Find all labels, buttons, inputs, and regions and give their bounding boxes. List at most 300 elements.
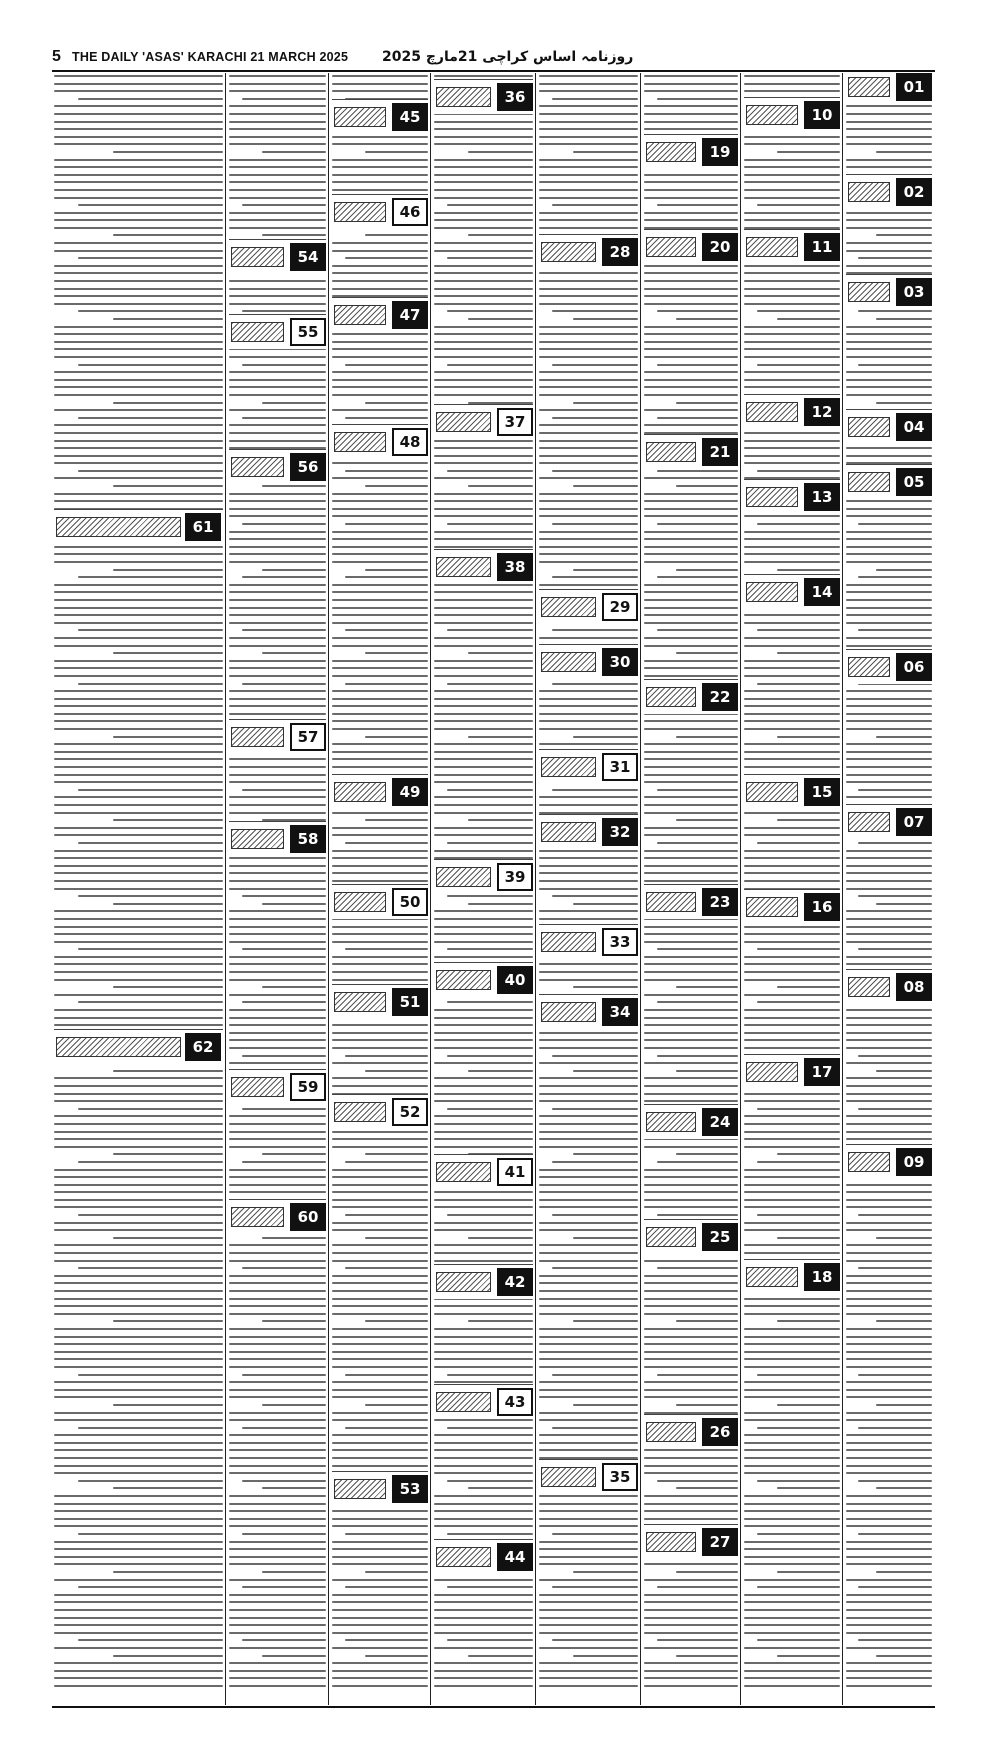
text-line: [657, 98, 738, 100]
text-line: [757, 1533, 840, 1535]
text-line: [744, 926, 840, 928]
text-line: [744, 1412, 840, 1414]
text-line: [644, 971, 738, 973]
text-line: [332, 872, 428, 874]
text-line: [332, 1275, 428, 1277]
story-headline-block: [436, 412, 491, 432]
text-line: [54, 812, 223, 814]
text-line: [644, 394, 738, 396]
text-line: [846, 113, 932, 115]
story-number-badge: 28: [602, 238, 638, 266]
text-line: [54, 1434, 223, 1436]
text-line: [858, 1214, 933, 1216]
text-line: [846, 1624, 932, 1626]
story-separator: [744, 97, 840, 98]
text-line: [229, 865, 326, 867]
text-line: [552, 98, 638, 100]
text-line: [54, 189, 223, 191]
text-line: [332, 500, 428, 502]
text-line: [447, 1586, 533, 1588]
text-line: [54, 713, 223, 715]
text-line: [876, 1070, 933, 1072]
text-line: [54, 1199, 223, 1201]
story-headline-block: [746, 1267, 798, 1287]
text-line: [434, 1442, 533, 1444]
story-headline-block: [746, 487, 798, 507]
text-line: [447, 948, 533, 950]
text-line: [54, 105, 223, 107]
text-line: [345, 1639, 428, 1641]
text-line: [229, 812, 326, 814]
text-line: [744, 197, 840, 199]
text-line: [846, 1457, 932, 1459]
text-line: [858, 789, 933, 791]
text-line: [744, 933, 840, 935]
text-line: [846, 956, 932, 958]
text-line: [744, 432, 840, 434]
news-column: [844, 73, 934, 1705]
text-line: [644, 751, 738, 753]
text-line: [777, 1404, 840, 1406]
text-line: [332, 1434, 428, 1436]
text-line: [876, 402, 933, 404]
text-line: [332, 136, 428, 138]
text-line: [858, 1533, 933, 1535]
text-line: [744, 956, 840, 958]
text-line: [846, 1396, 932, 1398]
story-number-badge: 13: [804, 483, 840, 511]
text-line: [434, 1062, 533, 1064]
text-line: [744, 690, 840, 692]
text-line: [262, 485, 326, 487]
text-line: [345, 1214, 428, 1216]
text-line: [539, 1176, 638, 1178]
text-line: [229, 645, 326, 647]
text-line: [54, 1472, 223, 1474]
text-line: [54, 1244, 223, 1246]
text-line: [434, 1343, 533, 1345]
text-line: [744, 1541, 840, 1543]
text-line: [644, 1518, 738, 1520]
text-line: [365, 234, 428, 236]
text-line: [434, 326, 533, 328]
text-line: [644, 1503, 738, 1505]
columns-area: [52, 73, 935, 1705]
text-line: [846, 1009, 932, 1011]
text-line: [447, 629, 533, 631]
text-line: [229, 1343, 326, 1345]
text-line: [539, 121, 638, 123]
text-line: [54, 796, 223, 798]
story-headline-block: [334, 782, 386, 802]
text-line: [434, 500, 533, 502]
text-line: [644, 796, 738, 798]
text-line: [846, 1032, 932, 1034]
story-headline-block: [231, 1207, 284, 1227]
text-line: [846, 159, 932, 161]
story-number-badge: 25: [702, 1223, 738, 1251]
story-separator: [846, 804, 932, 805]
text-line: [54, 1412, 223, 1414]
text-line: [846, 645, 932, 647]
text-line: [552, 470, 638, 472]
text-line: [744, 1093, 840, 1095]
text-line: [644, 493, 738, 495]
text-line: [539, 356, 638, 358]
text-line: [54, 918, 223, 920]
text-line: [858, 1267, 933, 1269]
text-line: [78, 948, 223, 950]
text-line: [332, 371, 428, 373]
text-line: [846, 1670, 932, 1672]
text-line: [54, 774, 223, 776]
text-line: [552, 1639, 638, 1641]
text-line: [54, 865, 223, 867]
text-line: [229, 1495, 326, 1497]
text-line: [539, 386, 638, 388]
story-separator: [744, 889, 840, 890]
text-line: [552, 1374, 638, 1376]
text-line: [434, 1222, 533, 1224]
text-line: [113, 1404, 223, 1406]
text-line: [744, 1617, 840, 1619]
text-line: [434, 758, 533, 760]
text-line: [644, 850, 738, 852]
text-line: [229, 1609, 326, 1611]
text-line: [539, 447, 638, 449]
text-line: [229, 181, 326, 183]
text-line: [846, 500, 932, 502]
text-line: [744, 675, 840, 677]
text-line: [242, 576, 326, 578]
text-line: [229, 1510, 326, 1512]
text-line: [332, 174, 428, 176]
story-headline-block: [848, 1152, 890, 1172]
story-number-badge: 12: [804, 398, 840, 426]
text-line: [332, 1146, 428, 1148]
text-line: [229, 1123, 326, 1125]
text-line: [229, 796, 326, 798]
text-line: [846, 1290, 932, 1292]
text-line: [539, 333, 638, 335]
text-line: [539, 857, 638, 859]
text-line: [54, 1594, 223, 1596]
text-line: [332, 941, 428, 943]
text-line: [345, 683, 428, 685]
text-line: [54, 1206, 223, 1208]
text-line: [644, 500, 738, 502]
text-line: [539, 341, 638, 343]
text-line: [552, 1214, 638, 1216]
text-line: [846, 1389, 932, 1391]
story-number-badge: 23: [702, 888, 738, 916]
text-line: [332, 409, 428, 411]
text-line: [332, 850, 428, 852]
text-line: [744, 333, 840, 335]
text-line: [229, 857, 326, 859]
text-line: [846, 386, 932, 388]
text-line: [744, 728, 840, 730]
text-line: [552, 1533, 638, 1535]
text-line: [54, 265, 223, 267]
text-line: [229, 1009, 326, 1011]
text-line: [539, 1419, 638, 1421]
text-line: [434, 181, 533, 183]
text-line: [846, 1358, 932, 1360]
text-line: [242, 98, 326, 100]
text-line: [644, 128, 738, 130]
text-line: [876, 1571, 933, 1573]
story-separator: [539, 1459, 638, 1460]
story-number-badge: 32: [602, 818, 638, 846]
text-line: [54, 371, 223, 373]
text-line: [539, 1601, 638, 1603]
text-line: [846, 1305, 932, 1307]
text-line: [332, 1351, 428, 1353]
text-line: [757, 948, 840, 950]
text-line: [657, 1639, 738, 1641]
text-line: [744, 1313, 840, 1315]
text-line: [644, 1024, 738, 1026]
text-line: [229, 1062, 326, 1064]
story-headline-block: [334, 202, 386, 222]
story-number-badge: 46: [392, 198, 428, 226]
text-line: [54, 645, 223, 647]
text-line: [744, 1632, 840, 1634]
text-line: [644, 1017, 738, 1019]
text-line: [229, 1525, 326, 1527]
text-line: [846, 963, 932, 965]
text-line: [744, 531, 840, 533]
text-line: [644, 591, 738, 593]
text-line: [777, 986, 840, 988]
text-line: [846, 637, 932, 639]
text-line: [539, 1343, 638, 1345]
text-line: [644, 1358, 738, 1360]
text-line: [846, 348, 932, 350]
text-line: [858, 629, 933, 631]
text-line: [858, 310, 933, 312]
text-line: [434, 675, 533, 677]
text-line: [434, 546, 533, 548]
text-line: [434, 333, 533, 335]
text-line: [434, 607, 533, 609]
text-line: [332, 1685, 428, 1687]
text-line: [744, 1184, 840, 1186]
text-line: [365, 1237, 428, 1239]
text-line: [332, 1624, 428, 1626]
text-line: [539, 872, 638, 874]
story-number-badge: 31: [602, 753, 638, 781]
text-line: [644, 75, 738, 77]
text-line: [539, 143, 638, 145]
text-line: [242, 523, 326, 525]
text-line: [744, 758, 840, 760]
text-line: [332, 1548, 428, 1550]
text-line: [876, 151, 933, 153]
text-line: [777, 1571, 840, 1573]
text-line: [434, 538, 533, 540]
text-line: [539, 1290, 638, 1292]
text-line: [54, 956, 223, 958]
text-line: [54, 720, 223, 722]
text-line: [552, 310, 638, 312]
text-line: [552, 683, 638, 685]
text-line: [113, 151, 223, 153]
text-line: [846, 1024, 932, 1026]
text-line: [229, 83, 326, 85]
text-line: [846, 743, 932, 745]
text-line: [229, 1662, 326, 1664]
text-line: [229, 1632, 326, 1634]
text-line: [539, 1252, 638, 1254]
text-line: [332, 288, 428, 290]
text-line: [846, 1191, 932, 1193]
text-line: [434, 1313, 533, 1315]
text-line: [539, 1351, 638, 1353]
text-line: [539, 219, 638, 221]
text-line: [242, 204, 326, 206]
text-line: [644, 675, 738, 677]
text-line: [54, 113, 223, 115]
news-column: [642, 73, 740, 1705]
text-line: [468, 1320, 533, 1322]
text-line: [365, 1153, 428, 1155]
text-line: [644, 645, 738, 647]
text-line: [846, 356, 932, 358]
text-line: [54, 1503, 223, 1505]
text-line: [54, 1343, 223, 1345]
text-line: [644, 1495, 738, 1497]
text-line: [242, 1055, 326, 1057]
text-line: [332, 827, 428, 829]
text-line: [113, 986, 223, 988]
text-line: [644, 409, 738, 411]
text-line: [539, 971, 638, 973]
text-line: [229, 1047, 326, 1049]
text-line: [54, 1077, 223, 1079]
text-line: [434, 584, 533, 586]
text-line: [846, 121, 932, 123]
text-line: [54, 1548, 223, 1550]
text-line: [54, 1525, 223, 1527]
text-line: [676, 986, 738, 988]
text-line: [846, 1039, 932, 1041]
text-line: [229, 1465, 326, 1467]
text-line: [54, 880, 223, 882]
text-line: [657, 948, 738, 950]
story-number-badge: 44: [497, 1543, 533, 1571]
text-line: [54, 607, 223, 609]
text-line: [539, 865, 638, 867]
text-line: [539, 1442, 638, 1444]
story-number-badge: 02: [896, 178, 932, 206]
text-line: [447, 364, 533, 366]
story-number-badge: 50: [392, 888, 428, 916]
text-line: [434, 1032, 533, 1034]
text-line: [846, 1525, 932, 1527]
text-line: [434, 1351, 533, 1353]
text-line: [434, 197, 533, 199]
text-line: [846, 1199, 932, 1201]
text-line: [332, 75, 428, 77]
text-line: [657, 576, 738, 578]
text-line: [434, 295, 533, 297]
story-separator: [744, 774, 840, 775]
text-line: [846, 128, 932, 130]
text-line: [434, 159, 533, 161]
text-line: [539, 1336, 638, 1338]
text-line: [539, 713, 638, 715]
text-line: [876, 234, 933, 236]
text-line: [846, 1419, 932, 1421]
story-headline-block: [231, 247, 284, 267]
text-line: [113, 318, 223, 320]
text-line: [744, 1169, 840, 1171]
text-line: [229, 880, 326, 882]
text-line: [229, 75, 326, 77]
text-line: [539, 1579, 638, 1581]
text-line: [744, 143, 840, 145]
text-line: [744, 743, 840, 745]
text-line: [229, 1017, 326, 1019]
text-line: [332, 242, 428, 244]
text-line: [332, 166, 428, 168]
text-line: [229, 705, 326, 707]
text-line: [365, 819, 428, 821]
text-line: [113, 903, 223, 905]
text-line: [332, 743, 428, 745]
text-line: [644, 181, 738, 183]
text-line: [54, 941, 223, 943]
text-line: [539, 743, 638, 745]
text-line: [54, 219, 223, 221]
text-line: [345, 1055, 428, 1057]
text-line: [539, 1381, 638, 1383]
text-line: [54, 705, 223, 707]
text-line: [846, 515, 932, 517]
text-line: [744, 462, 840, 464]
news-column: [52, 73, 225, 1705]
text-line: [332, 637, 428, 639]
text-line: [229, 1518, 326, 1520]
text-line: [846, 553, 932, 555]
story-separator: [434, 1384, 533, 1385]
text-line: [657, 364, 738, 366]
text-line: [242, 1267, 326, 1269]
text-line: [644, 720, 738, 722]
text-line: [846, 561, 932, 563]
story-headline-block: [848, 282, 890, 302]
text-line: [229, 591, 326, 593]
text-line: [644, 1039, 738, 1041]
text-line: [54, 121, 223, 123]
text-line: [644, 333, 738, 335]
text-line: [644, 1047, 738, 1049]
text-line: [434, 1115, 533, 1117]
story-separator: [539, 994, 638, 995]
story-separator: [332, 297, 428, 298]
text-line: [434, 918, 533, 920]
text-line: [229, 136, 326, 138]
text-line: [332, 645, 428, 647]
text-line: [846, 1123, 932, 1125]
text-line: [229, 963, 326, 965]
text-line: [332, 1563, 428, 1565]
text-line: [229, 303, 326, 305]
text-line: [744, 1677, 840, 1679]
text-line: [78, 1586, 223, 1588]
